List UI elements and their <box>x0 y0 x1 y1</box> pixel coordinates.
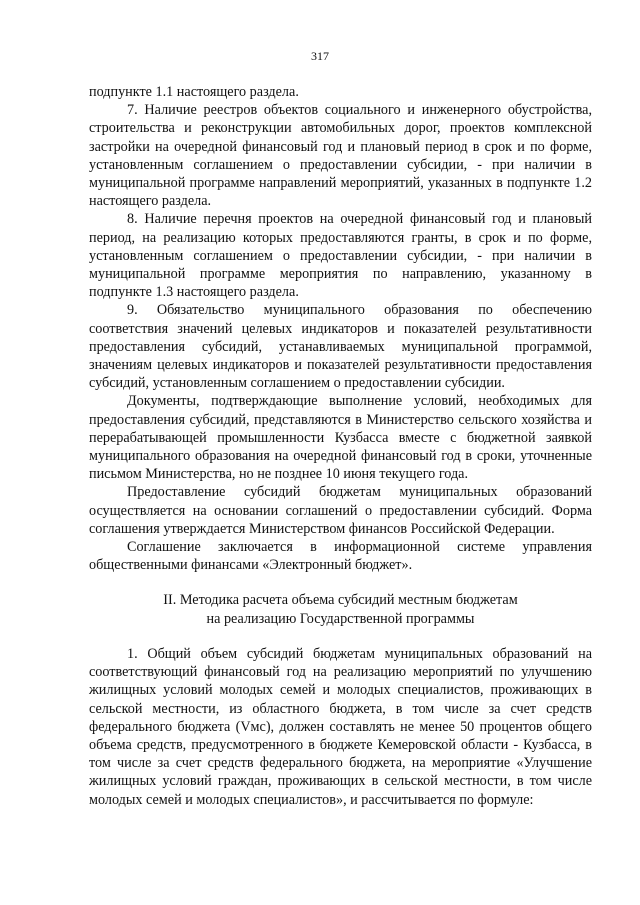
paragraph-item-7: 7. Наличие реестров объектов социального и инженерного обустройства, строительства и реконструкции автомобильных дорог, проектов комплексной застройки на очередной финансовый год и плановый период в срок и по форме, установленным соглашением о предоставлении субсидии, - при наличии в муниципальной программе направлений мероприятий, указанных в подпункте 1.2 настоящего раздела. <box>89 102 592 210</box>
paragraph-method-1: 1. Общий объем субсидий бюджетам муниципальных образований на соответствующий финансовый год на реализацию мероприятий по улучшению жилищных условий молодых семей и молодых специалистов, проживающих в сельской местности, из областного бюджета, в том числе за счет средств федерального бюджета (Vмс), должен составлять не менее 50 процентов общего объема средств, предусмотренного в бюджете Кемеровской области - Кузбасса, в том числе за счет средств федерального бюджета, на мероприятие «Улучшение жилищных условий граждан, проживающих в сельской местности, в том числе молодых семей и молодых специалистов», и рассчитывается по формуле: <box>89 645 592 808</box>
section-heading <box>89 591 592 627</box>
paragraph-subsidy-provision: Предоставление субсидий бюджетам муниципальных образований осуществляется на основании соглашений о предоставлении субсидий. Форма соглашения утверждается Министерством финансов Российской Федерации. <box>89 484 592 537</box>
section-heading-line-2: на реализацию Государственной программы <box>206 610 475 627</box>
paragraph-agreement: Соглашение заключается в информационной системе управления общественными финансами «Электронный бюджет». <box>89 539 592 574</box>
document-body <box>89 83 592 809</box>
paragraph-item-9: 9. Обязательство муниципального образования по обеспечению соответствия значений целевых индикаторов и показателей результативности предоставления субсидий, устанавливаемых муниципальной программой, значениям целевых индикаторов и показателей результативности предоставления субсидий, установленным соглашением о предоставлении субсидии. <box>89 302 592 392</box>
paragraph-documents: Документы, подтверждающие выполнение условий, необходимых для предоставления субсидий, представляются в Министерство сельского хозяйства и перерабатывающей промышленности Кузбасса вместе с бюджетной заявкой муниципального образования на очередной финансовый год в сроки, уточненные письмом Министерства, но не позднее 10 июня текущего года. <box>89 393 592 483</box>
paragraph-item-8: 8. Наличие перечня проектов на очередной финансовый год и плановый период, на реализацию которых предоставляются гранты, в срок и по форме, установленным соглашением о предоставлении субсидии, - при наличии в муниципальной программе мероприятия по направлению, указанному в подпункте 1.3 настоящего раздела. <box>89 211 592 301</box>
paragraph-continuation: подпункте 1.1 настоящего раздела. <box>89 84 299 100</box>
section-heading-line-1: II. Методика расчета объема субсидий местным бюджетам <box>163 592 518 609</box>
page-number: 317 <box>311 49 329 63</box>
